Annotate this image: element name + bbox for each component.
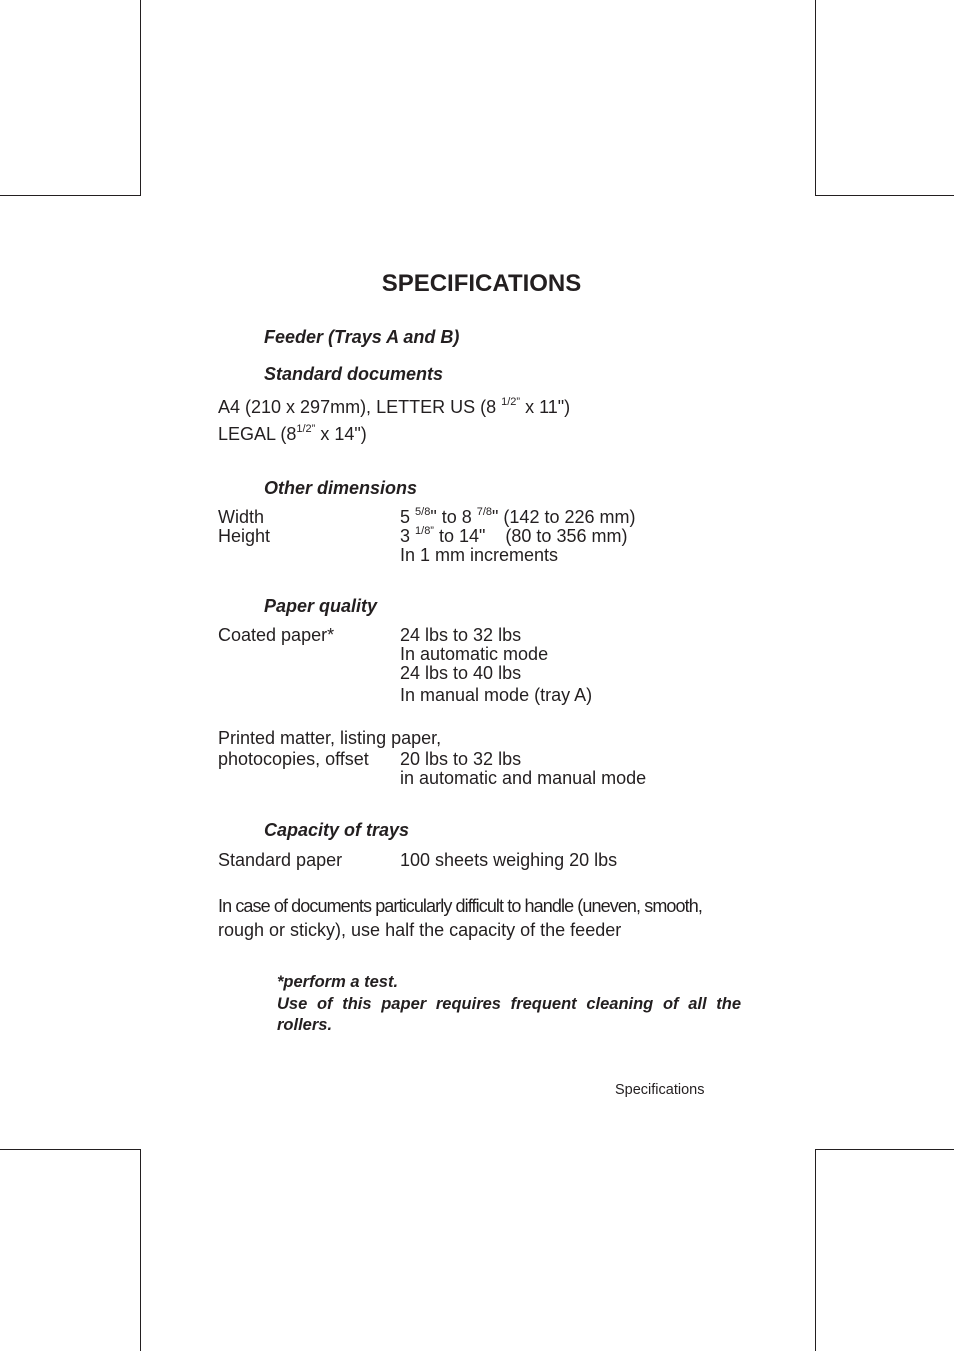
coated-paper-mode: In manual mode (tray A) xyxy=(400,685,593,705)
printed-matter-mode: in automatic and manual mode xyxy=(400,768,647,788)
standard-documents-heading: Standard documents xyxy=(264,364,444,384)
printed-matter-value: 20 lbs to 32 lbs xyxy=(400,749,522,769)
standard-paper-label: Standard paper xyxy=(218,850,343,870)
standard-documents-line: A4 (210 x 297mm), LETTER US (8 $^{1/2”}$ x 11") xyxy=(218,396,571,417)
other-dimensions-heading: Other dimensions xyxy=(264,478,418,498)
capacity-heading: Capacity of trays xyxy=(264,820,410,840)
page-footer: Specifications xyxy=(615,1082,705,1098)
feeder-heading: Feeder (Trays A and B) xyxy=(264,327,460,347)
coated-paper-mode: In automatic mode xyxy=(400,644,549,664)
crop-mark xyxy=(815,1149,816,1351)
crop-mark xyxy=(815,1149,954,1150)
coated-paper-value: 24 lbs to 32 lbs xyxy=(400,625,522,645)
crop-mark xyxy=(140,0,141,196)
printed-matter-label: photocopies, offset xyxy=(218,749,369,769)
crop-mark xyxy=(815,195,954,196)
width-label: Width xyxy=(218,507,265,527)
footnote xyxy=(277,972,741,1037)
paper-quality-heading: Paper quality xyxy=(264,596,378,616)
coated-paper-value: 24 lbs to 40 lbs xyxy=(400,663,522,683)
increments-value: In 1 mm increments xyxy=(400,545,559,565)
standard-paper-value: 100 sheets weighing 20 lbs xyxy=(400,850,618,870)
legal-size-line: LEGAL ($8^{1/2”}$ x 14") xyxy=(218,423,367,444)
footnote-line: *perform a test. xyxy=(277,973,399,991)
capacity-warning: rough or sticky), use half the capacity of the feeder xyxy=(218,920,622,940)
crop-mark xyxy=(0,1149,141,1150)
coated-paper-label: Coated paper* xyxy=(218,625,335,645)
crop-mark xyxy=(815,0,816,196)
height-value: 3 $^{1/8”}$ to 14" (80 to 356 mm) xyxy=(400,525,628,546)
height-label: Height xyxy=(218,526,271,546)
crop-mark xyxy=(140,1149,141,1351)
footnote-line: Use of this paper requires frequent cleaning of all the rollers. xyxy=(277,994,741,1034)
width-value: 5 $^{5/8}$" to 8 $^{7/8}$" (142 to 226 mm) xyxy=(400,506,636,527)
page-title: SPECIFICATIONS xyxy=(381,270,582,297)
capacity-warning: In case of documents particularly difficult to handle (uneven, smooth, xyxy=(218,896,702,916)
crop-mark xyxy=(0,195,141,196)
printed-matter-label: Printed matter, listing paper, xyxy=(218,728,442,748)
